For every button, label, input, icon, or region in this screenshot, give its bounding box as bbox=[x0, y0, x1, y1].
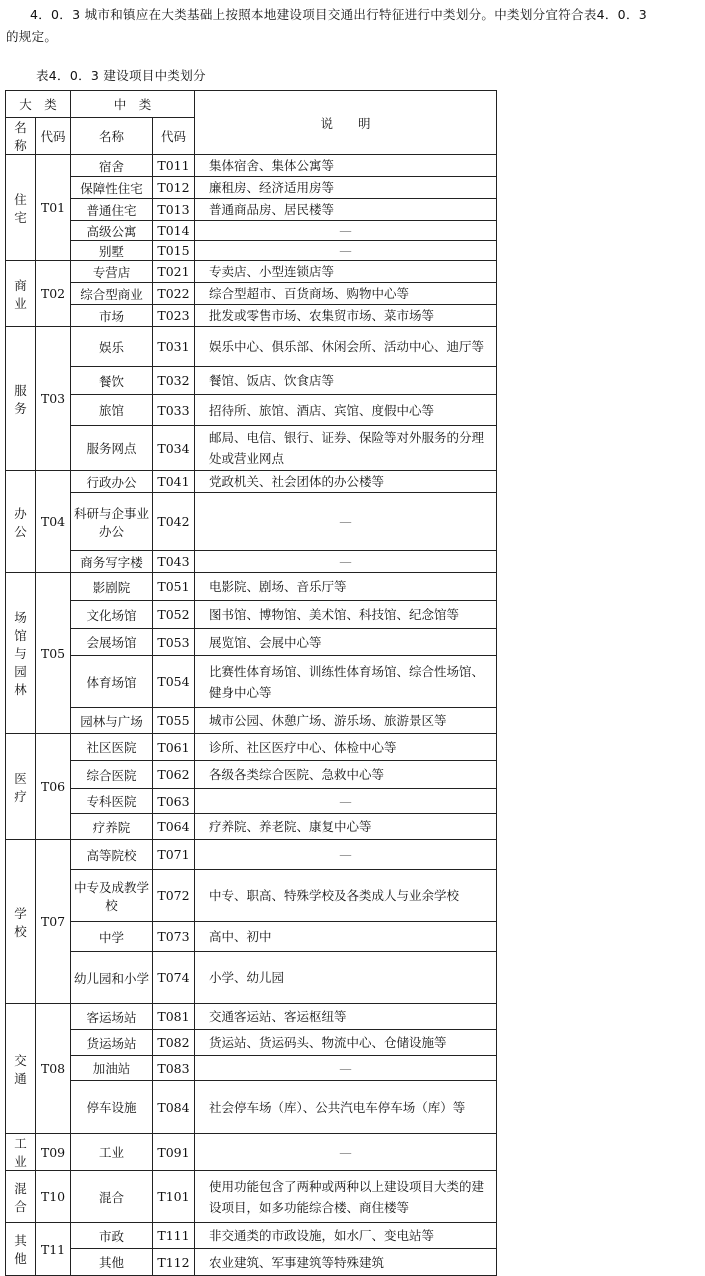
table-row bbox=[6, 814, 497, 840]
category-description: 招待所、旅馆、酒店、宾馆、度假中心等 bbox=[195, 395, 497, 426]
middle-category-code: T014 bbox=[153, 221, 195, 241]
category-description: — bbox=[195, 221, 497, 241]
middle-category-name: 中学 bbox=[71, 922, 153, 952]
middle-category-code: T064 bbox=[153, 814, 195, 840]
middle-category-name: 工业 bbox=[71, 1134, 153, 1171]
category-description: 农业建筑、军事建筑等特殊建筑 bbox=[195, 1249, 497, 1276]
category-description: 货运站、货运码头、物流中心、仓储设施等 bbox=[195, 1030, 497, 1056]
middle-category-code: T021 bbox=[153, 261, 195, 283]
middle-category-code: T081 bbox=[153, 1004, 195, 1030]
table-row bbox=[6, 1030, 497, 1056]
middle-category-code: T015 bbox=[153, 241, 195, 261]
intro-line-2: 的规定。 bbox=[6, 29, 58, 44]
middle-category-name: 混合 bbox=[71, 1171, 153, 1223]
category-description: 普通商品房、居民楼等 bbox=[195, 199, 497, 221]
major-category-name: 交通 bbox=[6, 1004, 36, 1134]
middle-category-name: 专科医院 bbox=[71, 789, 153, 814]
header-middle-code: 代码 bbox=[153, 118, 195, 155]
table-row bbox=[6, 656, 497, 708]
major-category-name: 住宅 bbox=[6, 155, 36, 261]
middle-category-name: 加油站 bbox=[71, 1056, 153, 1081]
middle-category-name: 宿舍 bbox=[71, 155, 153, 177]
middle-category-name: 综合型商业 bbox=[71, 283, 153, 305]
category-description: 非交通类的市政设施，如水厂、变电站等 bbox=[195, 1223, 497, 1249]
middle-category-name: 高级公寓 bbox=[71, 221, 153, 241]
major-category-code: T08 bbox=[36, 1004, 71, 1134]
middle-category-code: T111 bbox=[153, 1223, 195, 1249]
major-category-code: T06 bbox=[36, 734, 71, 840]
middle-category-code: T041 bbox=[153, 471, 195, 493]
major-category-name: 场馆与园林 bbox=[6, 573, 36, 734]
category-description: 社会停车场（库）、公共汽电车停车场（库）等 bbox=[195, 1081, 497, 1134]
major-category-name: 服务 bbox=[6, 327, 36, 471]
category-description: — bbox=[195, 493, 497, 551]
table-row bbox=[6, 305, 497, 327]
middle-category-code: T013 bbox=[153, 199, 195, 221]
category-description: 城市公园、休憩广场、游乐场、旅游景区等 bbox=[195, 708, 497, 734]
category-description: 廉租房、经济适用房等 bbox=[195, 177, 497, 199]
category-description: 交通客运站、客运枢纽等 bbox=[195, 1004, 497, 1030]
major-category-code: T10 bbox=[36, 1171, 71, 1223]
category-description: 娱乐中心、俱乐部、休闲会所、活动中心、迪厅等 bbox=[195, 327, 497, 367]
middle-category-name: 保障性住宅 bbox=[71, 177, 153, 199]
table-row bbox=[6, 155, 497, 177]
table-row bbox=[6, 199, 497, 221]
middle-category-code: T023 bbox=[153, 305, 195, 327]
classification-table bbox=[5, 90, 497, 1276]
intro-paragraph bbox=[6, 4, 701, 48]
category-description: 集体宿舍、集体公寓等 bbox=[195, 155, 497, 177]
category-description: 诊所、社区医疗中心、体检中心等 bbox=[195, 734, 497, 761]
table-row bbox=[6, 261, 497, 283]
table-row bbox=[6, 493, 497, 551]
middle-category-name: 文化场馆 bbox=[71, 601, 153, 629]
table-row bbox=[6, 629, 497, 656]
middle-category-name: 市场 bbox=[71, 305, 153, 327]
table-row bbox=[6, 734, 497, 761]
middle-category-code: T022 bbox=[153, 283, 195, 305]
middle-category-code: T033 bbox=[153, 395, 195, 426]
middle-category-code: T034 bbox=[153, 426, 195, 471]
category-description: 使用功能包含了两种或两种以上建设项目大类的建设项目，如多功能综合楼、商住楼等 bbox=[195, 1171, 497, 1223]
major-category-code: T07 bbox=[36, 840, 71, 1004]
table-row bbox=[6, 601, 497, 629]
middle-category-code: T073 bbox=[153, 922, 195, 952]
middle-category-name: 社区医院 bbox=[71, 734, 153, 761]
major-category-code: T03 bbox=[36, 327, 71, 471]
middle-category-name: 其他 bbox=[71, 1249, 153, 1276]
table-row bbox=[6, 789, 497, 814]
middle-category-name: 娱乐 bbox=[71, 327, 153, 367]
middle-category-code: T052 bbox=[153, 601, 195, 629]
header-middle: 中 类 bbox=[71, 91, 195, 118]
middle-category-name: 商务写字楼 bbox=[71, 551, 153, 573]
major-category-code: T01 bbox=[36, 155, 71, 261]
table-row bbox=[6, 426, 497, 471]
middle-category-code: T062 bbox=[153, 761, 195, 789]
middle-category-name: 影剧院 bbox=[71, 573, 153, 601]
table-row bbox=[6, 221, 497, 241]
table-row bbox=[6, 1249, 497, 1276]
middle-category-code: T072 bbox=[153, 870, 195, 922]
middle-category-code: T051 bbox=[153, 573, 195, 601]
category-description: 疗养院、养老院、康复中心等 bbox=[195, 814, 497, 840]
middle-category-name: 会展场馆 bbox=[71, 629, 153, 656]
table-row bbox=[6, 761, 497, 789]
middle-category-code: T053 bbox=[153, 629, 195, 656]
middle-category-name: 行政办公 bbox=[71, 471, 153, 493]
category-description: — bbox=[195, 241, 497, 261]
middle-category-name: 高等院校 bbox=[71, 840, 153, 870]
header-note: 说 明 bbox=[195, 91, 497, 155]
middle-category-code: T101 bbox=[153, 1171, 195, 1223]
middle-category-name: 市政 bbox=[71, 1223, 153, 1249]
middle-category-code: T011 bbox=[153, 155, 195, 177]
middle-category-name: 疗养院 bbox=[71, 814, 153, 840]
table-row bbox=[6, 708, 497, 734]
table-row bbox=[6, 395, 497, 426]
middle-category-code: T091 bbox=[153, 1134, 195, 1171]
table-row bbox=[6, 1223, 497, 1249]
category-description: — bbox=[195, 840, 497, 870]
table-row bbox=[6, 241, 497, 261]
middle-category-code: T084 bbox=[153, 1081, 195, 1134]
header-major-code: 代码 bbox=[36, 118, 71, 155]
middle-category-code: T042 bbox=[153, 493, 195, 551]
middle-category-name: 幼儿园和小学 bbox=[71, 952, 153, 1004]
major-category-name: 学校 bbox=[6, 840, 36, 1004]
table-caption: 表4．0．3 建设项目中类划分 bbox=[36, 68, 206, 83]
table-row bbox=[6, 327, 497, 367]
category-description: 各级各类综合医院、急救中心等 bbox=[195, 761, 497, 789]
middle-category-name: 中专及成教学校 bbox=[71, 870, 153, 922]
table-row bbox=[6, 573, 497, 601]
middle-category-code: T061 bbox=[153, 734, 195, 761]
table-row bbox=[6, 471, 497, 493]
category-description: 综合型超市、百货商场、购物中心等 bbox=[195, 283, 497, 305]
major-category-code: T11 bbox=[36, 1223, 71, 1276]
header-major: 大 类 bbox=[6, 91, 71, 118]
category-description: 邮局、电信、银行、证券、保险等对外服务的分理处或营业网点 bbox=[195, 426, 497, 471]
middle-category-code: T012 bbox=[153, 177, 195, 199]
middle-category-code: T054 bbox=[153, 656, 195, 708]
category-description: — bbox=[195, 1134, 497, 1171]
major-category-name: 办公 bbox=[6, 471, 36, 573]
header-middle-name: 名称 bbox=[71, 118, 153, 155]
major-category-code: T04 bbox=[36, 471, 71, 573]
category-description: 餐馆、饭店、饮食店等 bbox=[195, 367, 497, 395]
table-row bbox=[6, 952, 497, 1004]
middle-category-name: 别墅 bbox=[71, 241, 153, 261]
middle-category-code: T063 bbox=[153, 789, 195, 814]
category-description: — bbox=[195, 551, 497, 573]
major-category-code: T05 bbox=[36, 573, 71, 734]
table-body bbox=[6, 155, 497, 1276]
category-description: 图书馆、博物馆、美术馆、科技馆、纪念馆等 bbox=[195, 601, 497, 629]
category-description: 专卖店、小型连锁店等 bbox=[195, 261, 497, 283]
middle-category-code: T031 bbox=[153, 327, 195, 367]
major-category-name: 医疗 bbox=[6, 734, 36, 840]
middle-category-name: 餐饮 bbox=[71, 367, 153, 395]
middle-category-name: 体育场馆 bbox=[71, 656, 153, 708]
middle-category-name: 专营店 bbox=[71, 261, 153, 283]
category-description: 电影院、剧场、音乐厅等 bbox=[195, 573, 497, 601]
table-row bbox=[6, 840, 497, 870]
major-category-name: 混合 bbox=[6, 1171, 36, 1223]
major-category-code: T09 bbox=[36, 1134, 71, 1171]
middle-category-code: T055 bbox=[153, 708, 195, 734]
middle-category-name: 普通住宅 bbox=[71, 199, 153, 221]
header-major-name: 名称 bbox=[6, 118, 36, 155]
table-row bbox=[6, 1081, 497, 1134]
middle-category-code: T043 bbox=[153, 551, 195, 573]
middle-category-code: T082 bbox=[153, 1030, 195, 1056]
table-row bbox=[6, 283, 497, 305]
category-description: 展览馆、会展中心等 bbox=[195, 629, 497, 656]
major-category-name: 商业 bbox=[6, 261, 36, 327]
table-row bbox=[6, 551, 497, 573]
category-description: 比赛性体育场馆、训练性体育场馆、综合性场馆、健身中心等 bbox=[195, 656, 497, 708]
middle-category-code: T074 bbox=[153, 952, 195, 1004]
category-description: — bbox=[195, 1056, 497, 1081]
table-row bbox=[6, 870, 497, 922]
middle-category-name: 客运场站 bbox=[71, 1004, 153, 1030]
table-row bbox=[6, 1171, 497, 1223]
middle-category-name: 服务网点 bbox=[71, 426, 153, 471]
middle-category-name: 园林与广场 bbox=[71, 708, 153, 734]
category-description: 批发或零售市场、农集贸市场、菜市场等 bbox=[195, 305, 497, 327]
table-row bbox=[6, 367, 497, 395]
middle-category-code: T032 bbox=[153, 367, 195, 395]
middle-category-code: T083 bbox=[153, 1056, 195, 1081]
middle-category-code: T071 bbox=[153, 840, 195, 870]
middle-category-name: 停车设施 bbox=[71, 1081, 153, 1134]
table-row bbox=[6, 1056, 497, 1081]
category-description: 高中、初中 bbox=[195, 922, 497, 952]
category-description: 小学、幼儿园 bbox=[195, 952, 497, 1004]
major-category-name: 工业 bbox=[6, 1134, 36, 1171]
intro-line-1: 4．0．3 城市和镇应在大类基础上按照本地建设项目交通出行特征进行中类划分。中类划分宜符合表4．0．3 bbox=[30, 7, 647, 22]
middle-category-name: 综合医院 bbox=[71, 761, 153, 789]
middle-category-name: 货运场站 bbox=[71, 1030, 153, 1056]
category-description: 中专、职高、特殊学校及各类成人与业余学校 bbox=[195, 870, 497, 922]
middle-category-name: 科研与企事业办公 bbox=[71, 493, 153, 551]
category-description: 党政机关、社会团体的办公楼等 bbox=[195, 471, 497, 493]
table-row bbox=[6, 177, 497, 199]
major-category-code: T02 bbox=[36, 261, 71, 327]
category-description: — bbox=[195, 789, 497, 814]
table-row bbox=[6, 922, 497, 952]
table-row bbox=[6, 1134, 497, 1171]
middle-category-name: 旅馆 bbox=[71, 395, 153, 426]
table-row bbox=[6, 1004, 497, 1030]
major-category-name: 其他 bbox=[6, 1223, 36, 1276]
middle-category-code: T112 bbox=[153, 1249, 195, 1276]
